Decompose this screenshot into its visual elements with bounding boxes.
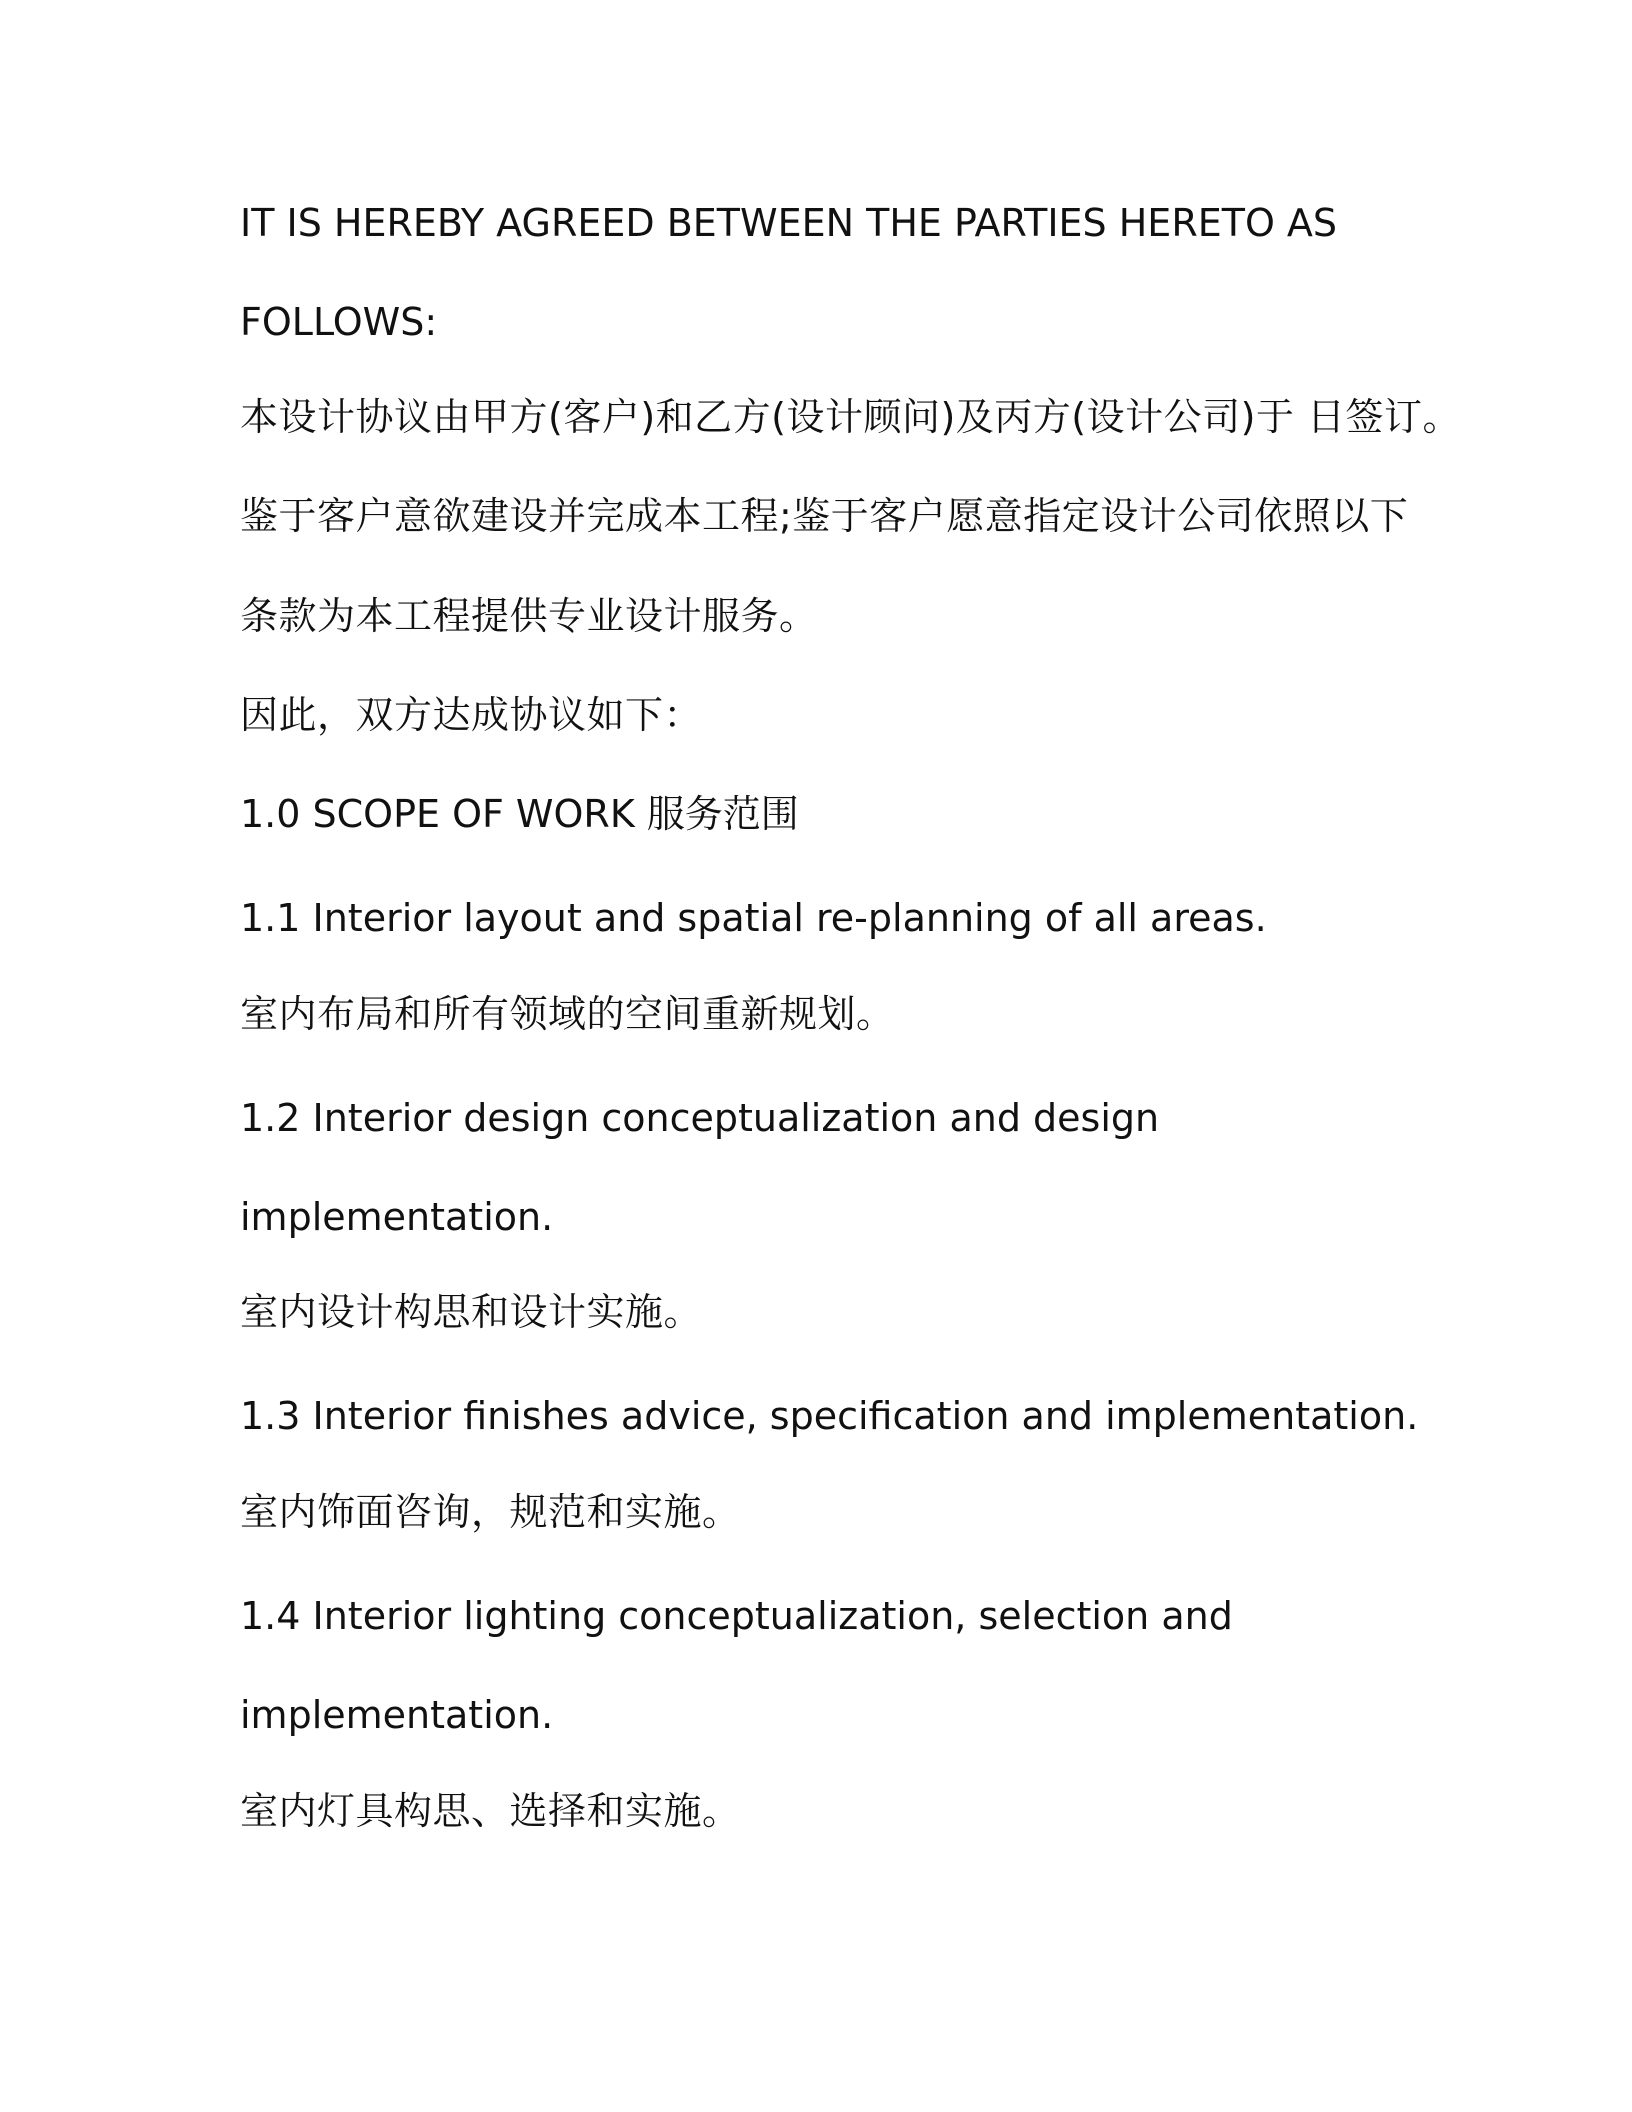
item-1-2-english-line-2: implementation. — [240, 1195, 554, 1239]
agreement-heading-line-1: IT IS HEREBY AGREED BETWEEN THE PARTIES HERETO AS — [240, 201, 1338, 245]
item-1-1-english: 1.1 Interior layout and spatial re-planning of all areas. — [240, 896, 1267, 940]
item-1-2-english-line-1: 1.2 Interior design conceptualization and design — [240, 1096, 1160, 1140]
item-1-1-chinese: 室内布局和所有领域的空间重新规划。 — [240, 992, 895, 1036]
intro-paragraph-zh: 本设计协议由甲方(客户)和乙方(设计顾问)及丙方(设计公司)于 日签订。 — [240, 395, 1462, 439]
item-1-3-english: 1.3 Interior finishes advice, specification and implementation. — [240, 1394, 1419, 1438]
whereas-paragraph-zh-line-2: 条款为本工程提供专业设计服务。 — [240, 594, 818, 638]
item-1-4-english-line-2: implementation. — [240, 1693, 554, 1737]
therefore-paragraph-zh: 因此，双方达成协议如下： — [240, 693, 703, 737]
whereas-paragraph-zh-line-1: 鉴于客户意欲建设并完成本工程;鉴于客户愿意指定设计公司依照以下 — [240, 494, 1409, 538]
agreement-heading-line-2: FOLLOWS: — [240, 300, 438, 344]
item-1-4-english-line-1: 1.4 Interior lighting conceptualization, selection and — [240, 1594, 1233, 1638]
section-title: 1.0 SCOPE OF WORK 服务范围 — [240, 792, 799, 836]
item-1-2-chinese: 室内设计构思和设计实施。 — [240, 1290, 703, 1334]
item-1-4-chinese: 室内灯具构思、选择和实施。 — [240, 1789, 741, 1833]
item-1-3-chinese: 室内饰面咨询，规范和实施。 — [240, 1490, 741, 1534]
